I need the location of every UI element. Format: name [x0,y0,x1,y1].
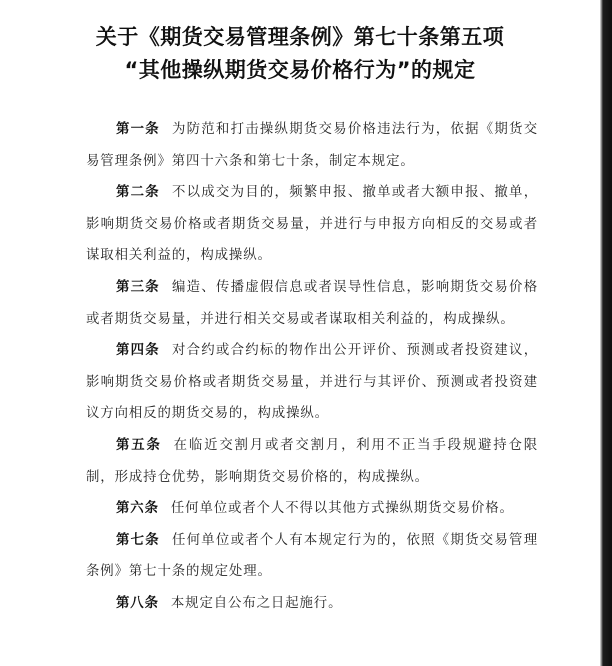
article-7 [86,525,538,588]
document-body [86,114,538,620]
article-text: 编造、传播虚假信息或者误导性信息，影响期货交易价格或者期货交易量，并进行相关交易或者谋取相关利益的，构成操纵。 [86,279,538,327]
article-label: 第八条 [116,595,159,611]
article-label: 第一条 [116,122,160,137]
article-text: 任何单位或者个人有本规定行为的，依照《期货交易管理条例》第七十条的规定处理。 [86,532,538,580]
page-edge-shadow [600,0,612,666]
article-4 [86,335,538,430]
article-8 [86,588,538,620]
article-3 [86,272,538,335]
article-5 [86,430,538,493]
article-label: 第三条 [116,279,160,295]
article-text: 在临近交割月或者交割月，利用不正当手段规避持仓限制，形成持仓优势，影响期货交易价格的，构成操纵。 [86,437,539,485]
article-label: 第二条 [116,185,160,201]
article-text: 本规定自公布之日起施行。 [170,595,343,611]
article-1 [86,114,538,177]
article-label: 第五条 [116,437,162,453]
document-title-line-2: “其他操纵期货交易价格行为”的规定 [124,58,476,82]
document-title-line-1: 关于《期货交易管理条例》第七十条第五项 [95,25,505,49]
article-text: 不以成交为目的，频繁申报、撤单或者大额申报、撤单，影响期货交易价格或者期货交易量，并进行与申报方向相反的交易或者谋取相关利益的，构成操纵。 [86,185,538,264]
article-label: 第六条 [116,501,159,517]
article-text: 对合约或合约标的物作出公开评价、预测或者投资建议，影响期货交易价格或者期货交易量，并进行与其评价、预测或者投资建议方向相反的期货交易的，构成操纵。 [86,343,538,422]
article-6 [86,493,538,525]
article-2 [86,177,538,272]
article-label: 第七条 [116,532,160,548]
article-text: 任何单位或者个人不得以其他方式操纵期货交易价格。 [170,501,514,517]
article-text: 为防范和打击操纵期货交易价格违法行为，依据《期货交易管理条例》第四十六条和第七十条，制定本规定。 [86,122,538,169]
article-label: 第四条 [116,343,160,359]
